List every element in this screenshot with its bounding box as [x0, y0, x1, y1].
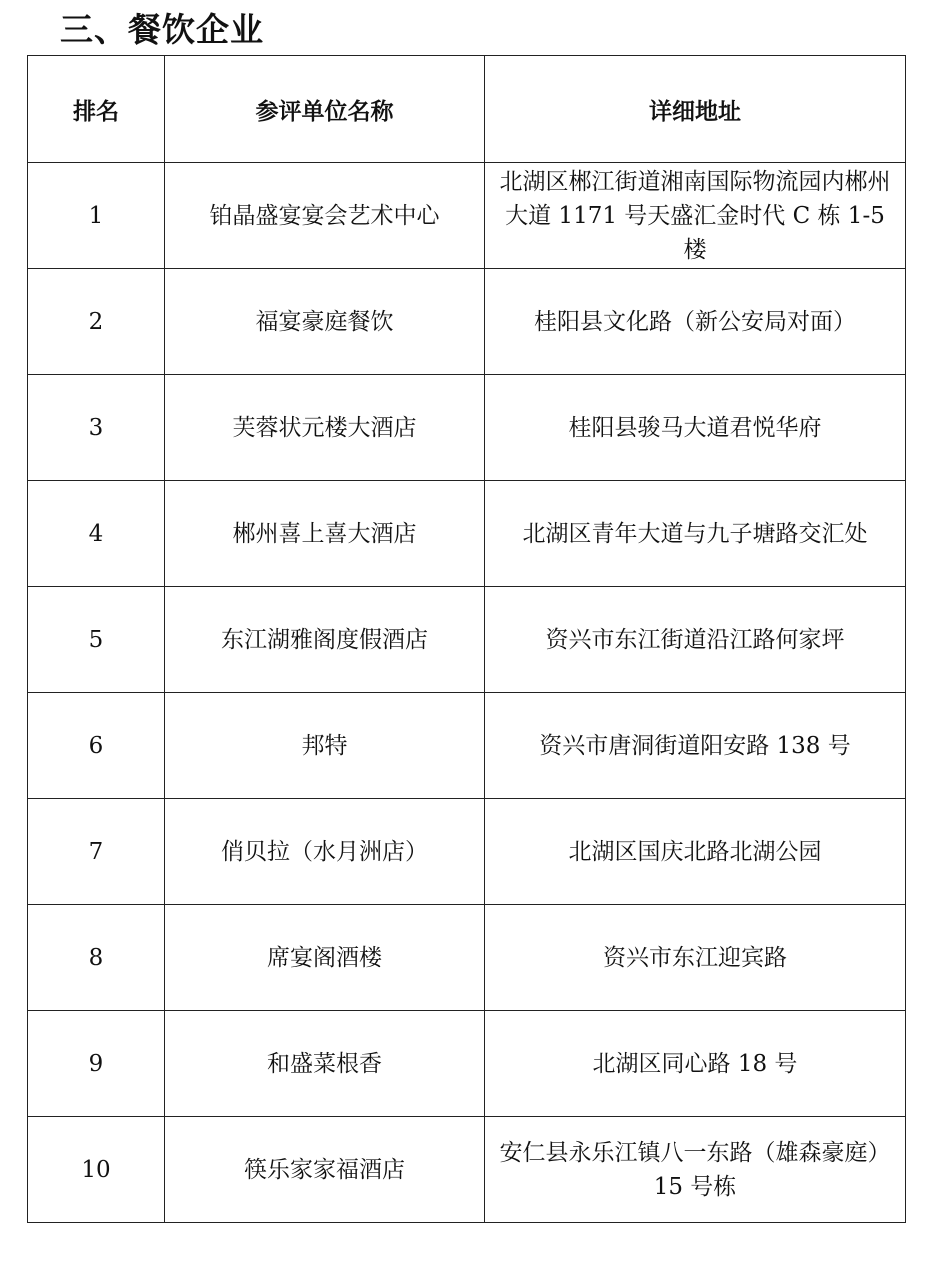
header-rank: 排名	[28, 56, 165, 163]
address-cell: 资兴市东江街道沿江路何家坪	[485, 587, 906, 693]
rank-cell: 1	[28, 163, 165, 269]
table-row	[28, 1011, 906, 1117]
header-address: 详细地址	[485, 56, 906, 163]
rank-cell: 10	[28, 1117, 165, 1223]
address-cell: 北湖区同心路 18 号	[485, 1011, 906, 1117]
address-cell: 北湖区国庆北路北湖公园	[485, 799, 906, 905]
table-row	[28, 163, 906, 269]
table-row	[28, 799, 906, 905]
name-cell: 郴州喜上喜大酒店	[165, 481, 485, 587]
ranking-table	[27, 55, 906, 1223]
name-cell: 筷乐家家福酒店	[165, 1117, 485, 1223]
table-row	[28, 481, 906, 587]
table-row	[28, 693, 906, 799]
table-row	[28, 587, 906, 693]
name-cell: 芙蓉状元楼大酒店	[165, 375, 485, 481]
name-cell: 东江湖雅阁度假酒店	[165, 587, 485, 693]
header-name: 参评单位名称	[165, 56, 485, 163]
rank-cell: 3	[28, 375, 165, 481]
rank-cell: 7	[28, 799, 165, 905]
name-cell: 和盛菜根香	[165, 1011, 485, 1117]
address-cell: 桂阳县骏马大道君悦华府	[485, 375, 906, 481]
name-cell: 福宴豪庭餐饮	[165, 269, 485, 375]
rank-cell: 5	[28, 587, 165, 693]
table-row	[28, 905, 906, 1011]
address-cell: 桂阳县文化路（新公安局对面）	[485, 269, 906, 375]
name-cell: 铂晶盛宴宴会艺术中心	[165, 163, 485, 269]
table-header-row	[28, 56, 906, 163]
name-cell: 席宴阁酒楼	[165, 905, 485, 1011]
rank-cell: 4	[28, 481, 165, 587]
address-cell: 资兴市唐洞街道阳安路 138 号	[485, 693, 906, 799]
table-row	[28, 375, 906, 481]
table-row	[28, 1117, 906, 1223]
address-cell: 北湖区青年大道与九子塘路交汇处	[485, 481, 906, 587]
address-cell: 安仁县永乐江镇八一东路（雄森豪庭）15 号栋	[485, 1117, 906, 1223]
address-cell: 资兴市东江迎宾路	[485, 905, 906, 1011]
rank-cell: 9	[28, 1011, 165, 1117]
table-row	[28, 269, 906, 375]
rank-cell: 2	[28, 269, 165, 375]
rank-cell: 8	[28, 905, 165, 1011]
section-title: 三、餐饮企业	[60, 10, 264, 49]
name-cell: 俏贝拉（水月洲店）	[165, 799, 485, 905]
address-cell: 北湖区郴江街道湘南国际物流园内郴州大道 1171 号天盛汇金时代 C 栋 1-5 楼	[485, 163, 906, 269]
rank-cell: 6	[28, 693, 165, 799]
name-cell: 邦特	[165, 693, 485, 799]
